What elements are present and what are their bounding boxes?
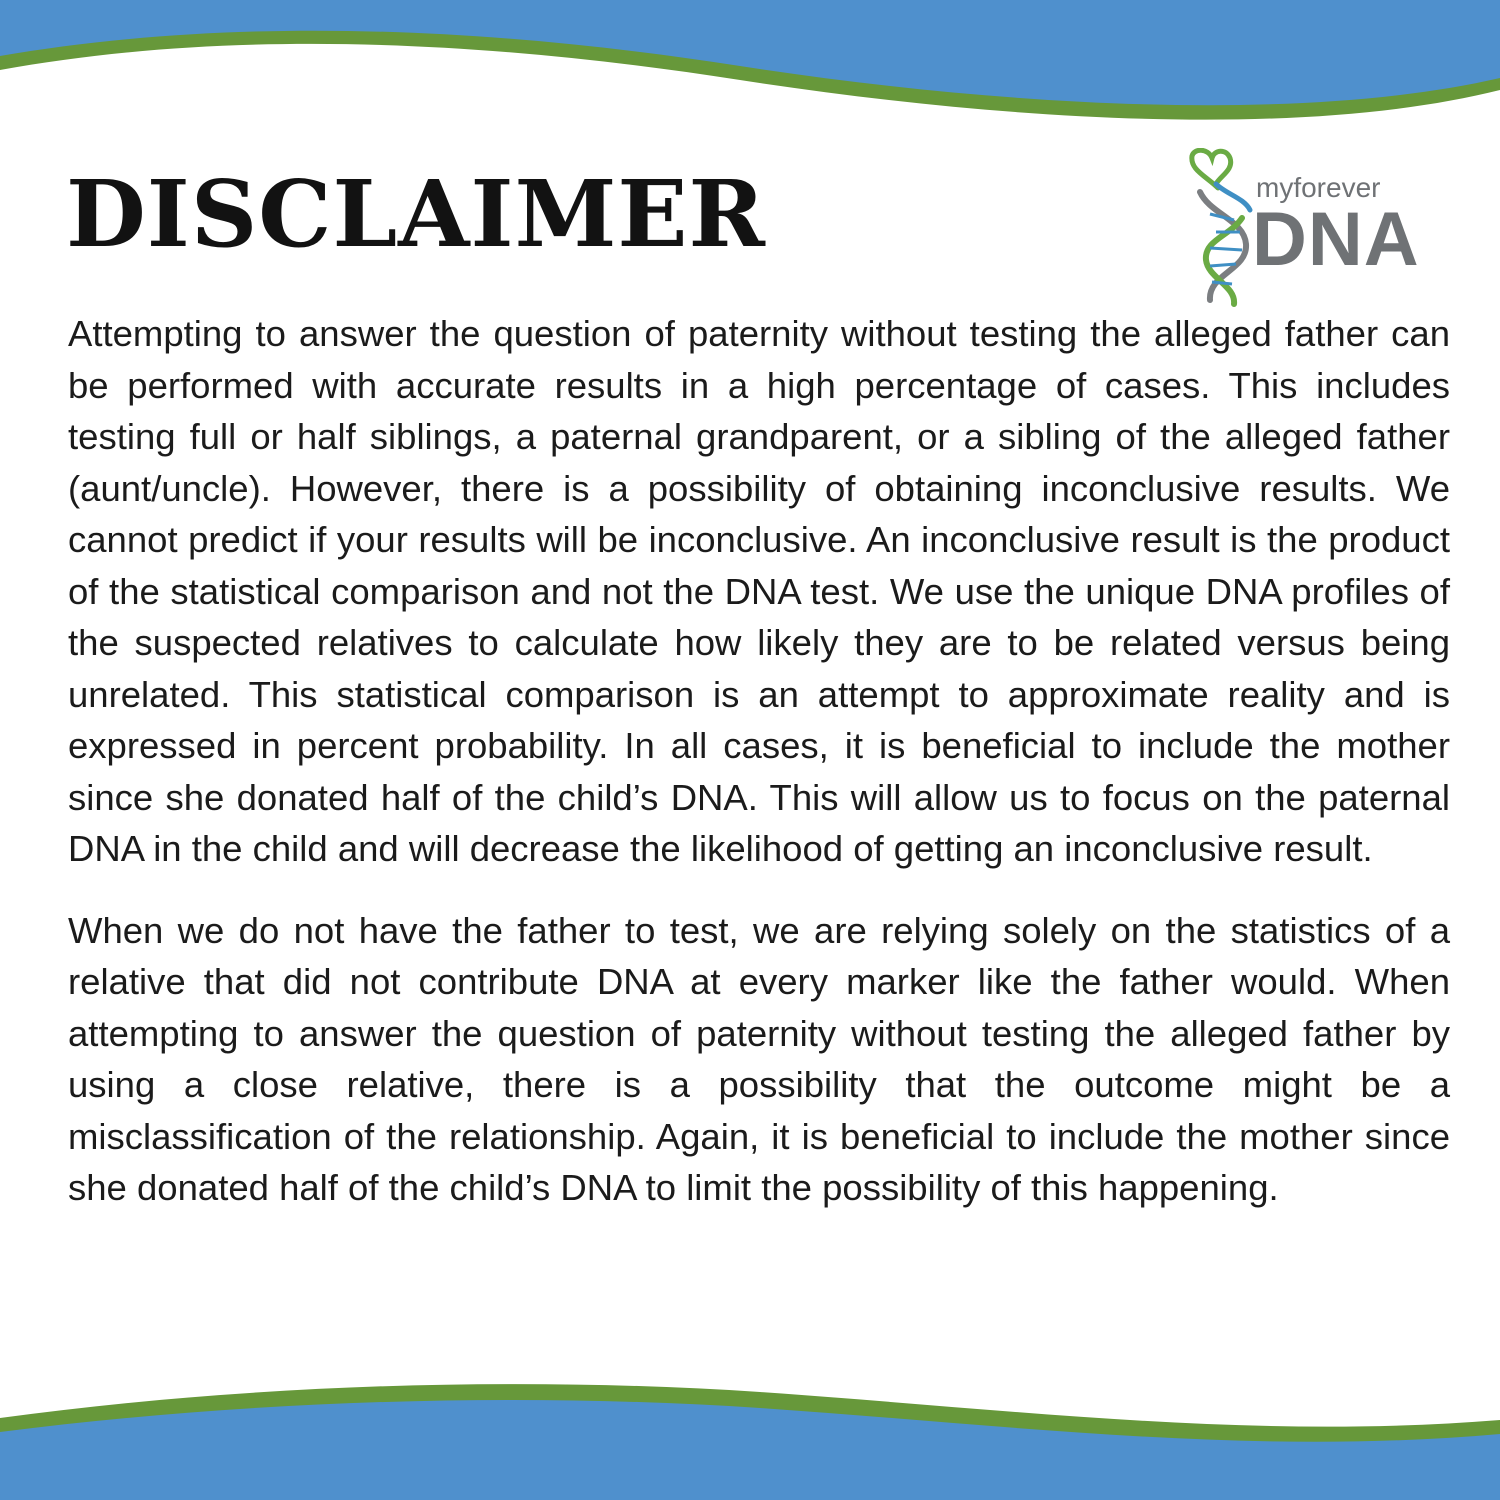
disclaimer-body	[68, 308, 1450, 1214]
disclaimer-paragraph-1: Attempting to answer the question of paternity without testing the alleged father can be performed with accurate results in a high percentage of cases. This includes testing full or half siblings, a paternal grandparent, or a sibling of the alleged father (aunt/uncle). However, there is a possibility of obtaining inconclusive results. We cannot predict if your results will be inconclusive. An inconclusive result is the product of the statistical comparison and not the DNA test. We use the unique DNA profiles of the suspected relatives to calculate how likely they are to be related versus being unrelated. This statistical comparison is an attempt to approximate reality and is expressed in percent probability. In all cases, it is beneficial to include the mother since she donated half of the child’s DNA. This will allow us to focus on the paternal DNA in the child and will decrease the likelihood of getting an inconclusive result.	[68, 313, 1450, 869]
disclaimer-paragraph-2: When we do not have the father to test, we are relying solely on the statistics of a relative that did not contribute DNA at every marker like the father would. When attempting to answer the question of paternity without testing the alleged father by using a close relative, there is a possibility that the outcome might be a misclassification of the relationship. Again, it is beneficial to include the mother since she donated half of the child’s DNA to limit the possibility of this happening.	[68, 909, 1450, 1208]
logo-wordmark-main: DNA	[1252, 197, 1420, 282]
logo-wordmark-top: myforever	[1256, 172, 1381, 203]
bottom-wave-decoration	[0, 1370, 1500, 1500]
page-title: DISCLAIMER	[66, 160, 766, 268]
brand-logo	[1186, 148, 1436, 308]
top-wave-decoration	[0, 0, 1500, 140]
